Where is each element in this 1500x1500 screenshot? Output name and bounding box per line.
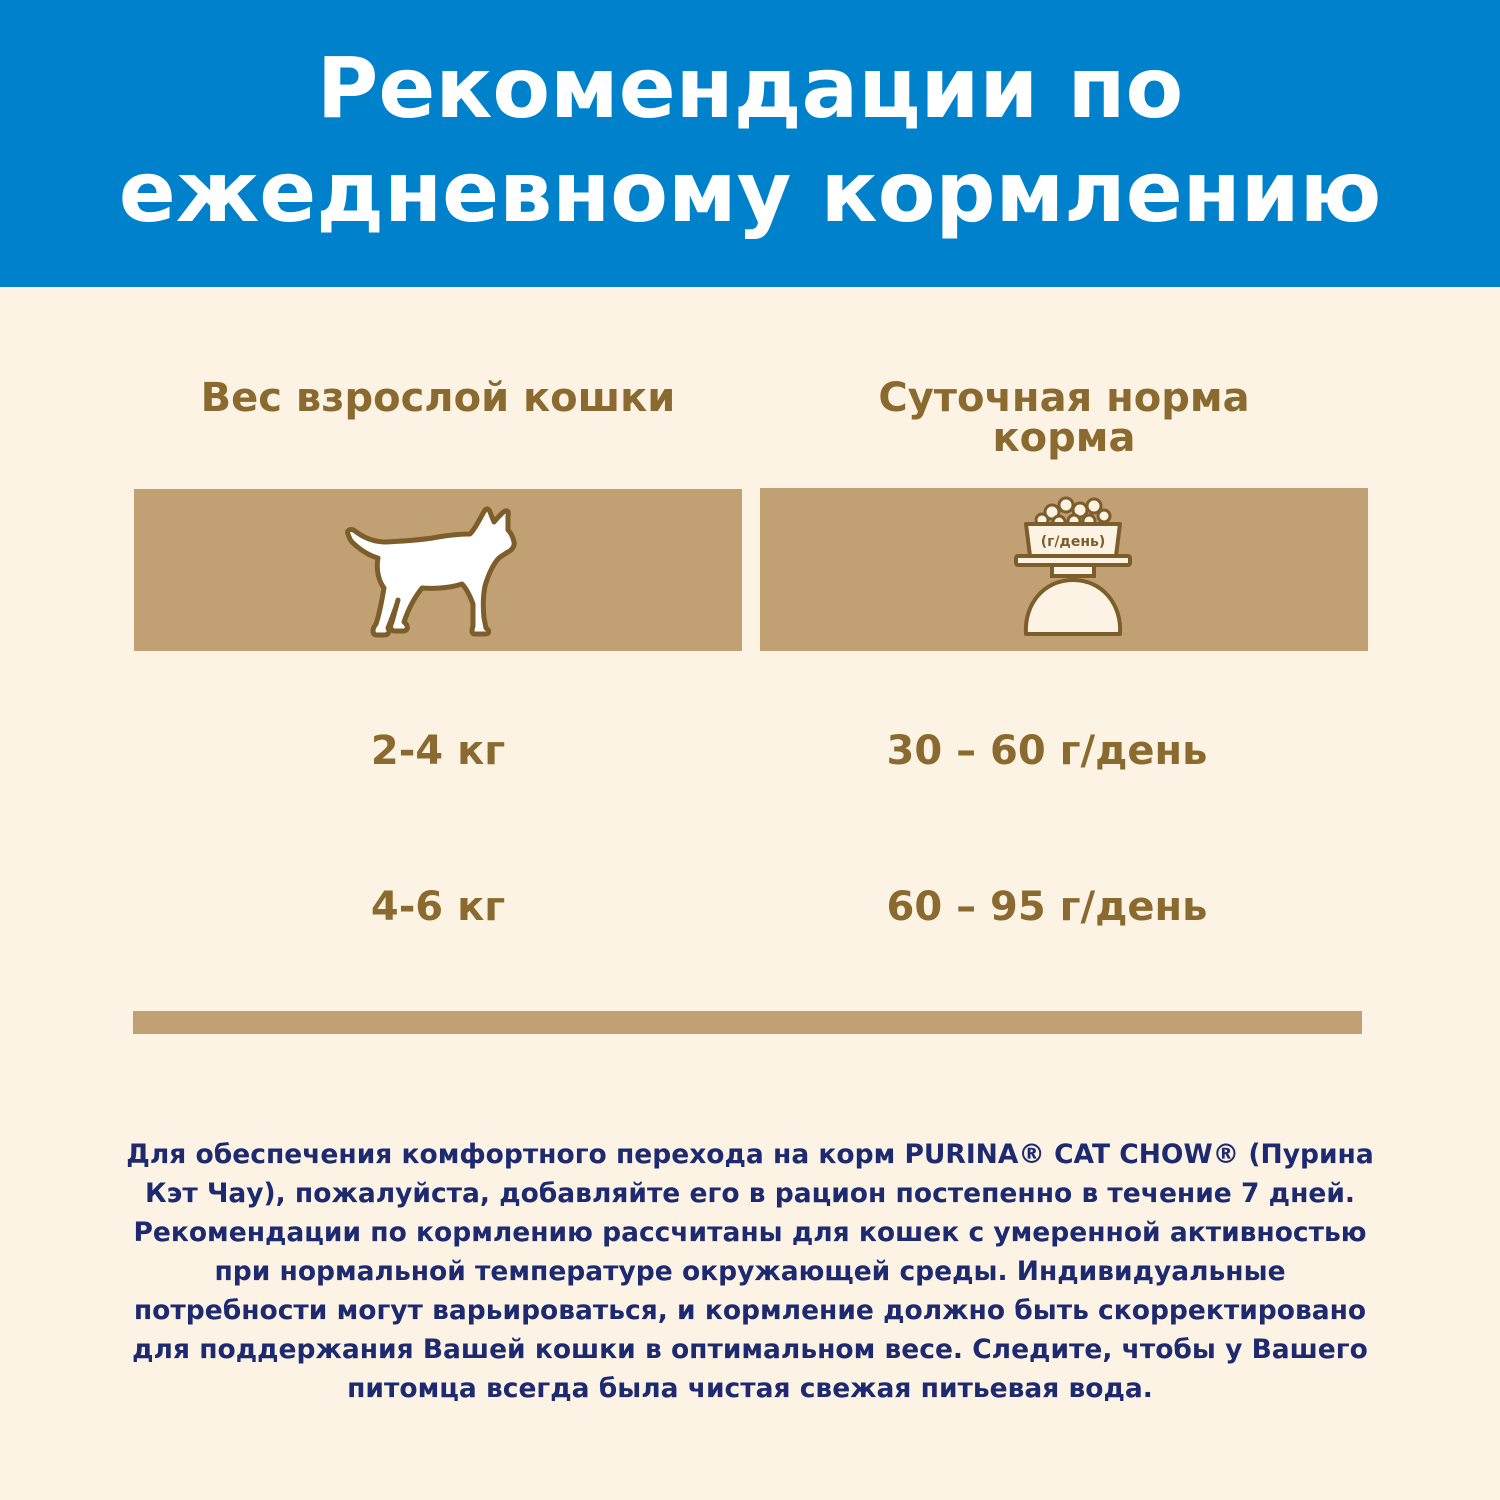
weight-column-title: [134, 375, 742, 421]
table-bottom-divider: [133, 1011, 1362, 1034]
feeding-note-line-2: Кэт Чау), пожалуйста, добавляйте его в рацион постепенно в течение 7 дней.: [145, 1178, 1355, 1209]
feeding-note-line-5: потребности могут варьироваться, и кормление должно быть скорректировано: [133, 1295, 1367, 1326]
page-title-line-1: Рекомендации по: [316, 39, 1184, 137]
row-2-weight: 4-6 кг: [370, 884, 506, 930]
feeding-note-line-3: Рекомендации по кормлению рассчитаны для кошек с умеренной активностью: [133, 1217, 1367, 1248]
feeding-note-line-1: Для обеспечения комфортного перехода на корм PURINA® CAT CHOW® (Пурина: [126, 1139, 1374, 1170]
row-2-amount: 60 – 95 г/день: [886, 884, 1208, 930]
food-icon-label: (г/день): [1040, 534, 1106, 550]
feeding-note-line-6: для поддержания Вашей кошки в оптимальном весе. Следите, чтобы у Вашего: [132, 1334, 1368, 1365]
cat-icon: [342, 504, 518, 638]
row-1-weight: 2-4 кг: [370, 728, 506, 774]
food-column-title-line-1: Суточная норма: [878, 375, 1250, 421]
feeding-note-line-7: питомца всегда была чистая свежая питьевая вода.: [347, 1373, 1153, 1404]
row-1-amount: 30 – 60 г/день: [886, 728, 1208, 774]
weight-column-title-text: Вес взрослой кошки: [200, 375, 676, 421]
food-column-title: [760, 375, 1368, 461]
page-title: [0, 36, 1500, 244]
feeding-note-line-4: при нормальной температуре окружающей среды. Индивидуальные: [214, 1256, 1286, 1287]
feeding-note: [90, 1135, 1410, 1408]
food-bowl-scale-icon: [1012, 494, 1134, 640]
page-title-line-2: ежедневному кормлению: [118, 143, 1382, 241]
food-column-title-line-2: корма: [992, 415, 1136, 461]
header-banner: [0, 0, 1500, 287]
